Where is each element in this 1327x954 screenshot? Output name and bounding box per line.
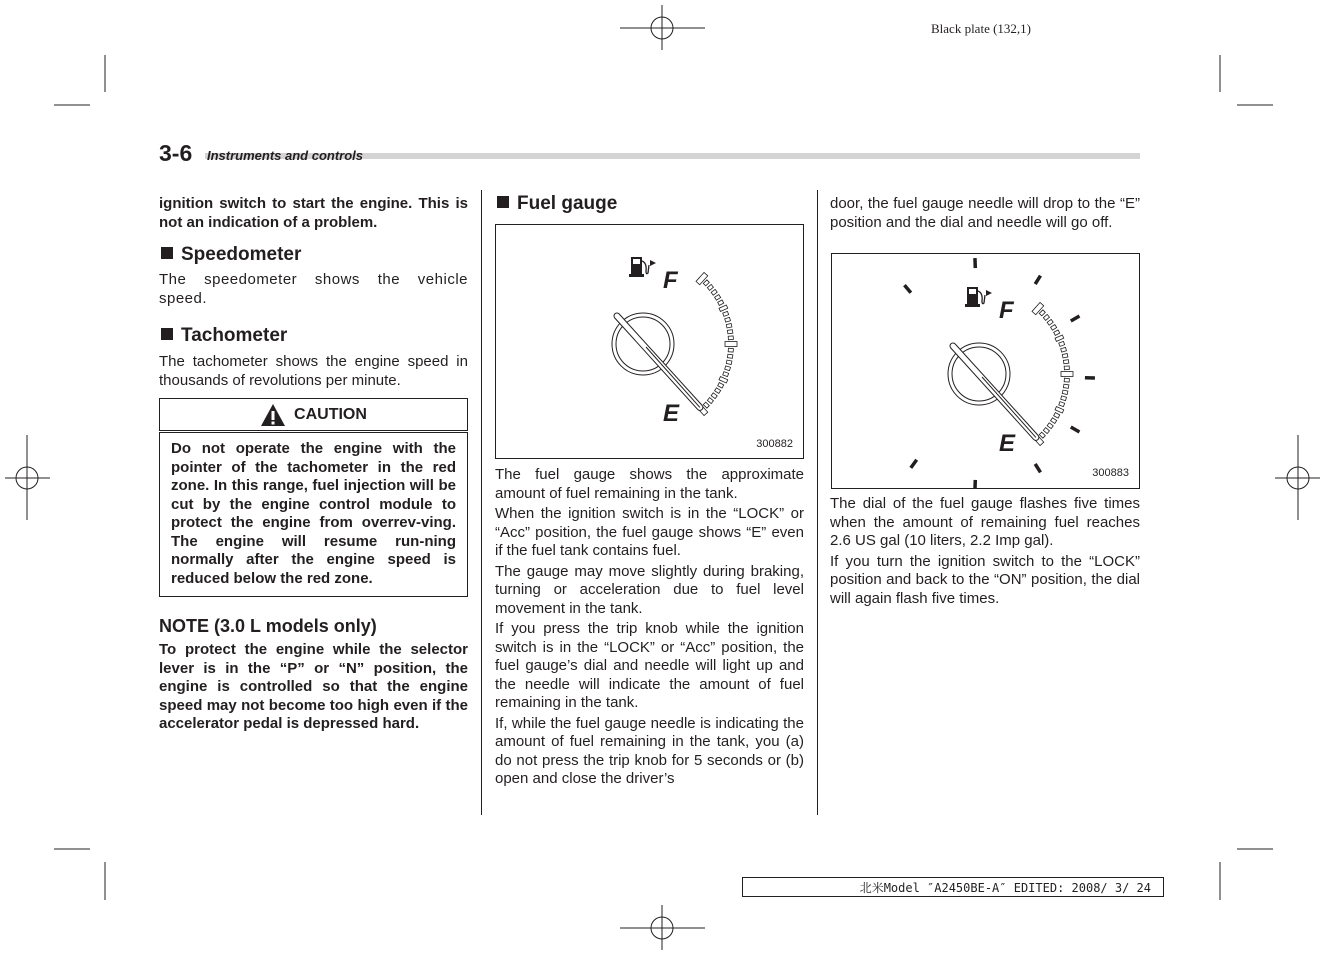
- fuel-pump-base: [629, 274, 644, 277]
- gauge-tick: [726, 360, 732, 364]
- gauge-tick: [718, 383, 724, 388]
- fuel-pump-icon: [965, 287, 992, 307]
- gauge-tick: [719, 305, 728, 311]
- gauge-tick: [715, 388, 721, 394]
- fuel-pump-hose: [642, 261, 649, 274]
- warning-triangle-icon: [260, 403, 286, 427]
- paragraph: The dial of the fuel gauge flashes five times when the amount of remaining fuel reaches 2.6 US gal (10 liters, 2.2 Imp gal).: [830, 495, 1140, 549]
- gauge-tick: [1047, 423, 1053, 429]
- gauge-tick: [1061, 347, 1067, 352]
- fuel-gauge-diagram: [496, 225, 803, 458]
- gauge-tick: [1055, 335, 1064, 341]
- column-divider: [481, 190, 482, 815]
- caution-text: Do not operate the engine with the pointer of the tachometer in the red zone. In this range, fuel injection will be cut by the engine control module to protect the engine from overrev-ving. The engine will resume run-ning normally after the engine speed is reduced below the red zone.: [159, 432, 468, 597]
- gauge-tick: [1039, 310, 1045, 316]
- gauge-tick: [703, 402, 709, 408]
- gauge-tick: [1061, 396, 1067, 401]
- gauge-tick: [703, 280, 709, 286]
- gauge-tick: [1064, 366, 1069, 370]
- gauge-tick: [1059, 341, 1065, 346]
- gauge-tick: [723, 372, 729, 377]
- flash-ray: [1035, 276, 1040, 284]
- section-title: Instruments and controls: [207, 148, 364, 163]
- fuel-door-arrow: [986, 290, 992, 296]
- flash-ray: [1071, 316, 1080, 321]
- paragraph: When the ignition switch is in the “LOCK” or “Acc” position, the fuel gauge shows “E” even if the fuel tank contains fuel.: [495, 505, 804, 559]
- continued-text: door, the fuel gauge needle will drop to the “E” position and the dial and needle will go off.: [830, 195, 1140, 231]
- gauge-tick: [1047, 319, 1053, 325]
- gauge-tick: [725, 366, 731, 371]
- gauge-tick: [725, 317, 731, 322]
- gauge-tick: [715, 295, 721, 301]
- fuel-pump-base: [965, 304, 980, 307]
- bullet-square-icon: [161, 247, 173, 259]
- note-heading: NOTE (3.0 L models only): [159, 616, 377, 636]
- gauge-tick: [1063, 360, 1068, 364]
- fuel-gauge-heading: Fuel gauge: [497, 193, 617, 215]
- fuel-pump-icon: [629, 257, 656, 277]
- edit-footer: 北米Model ″A2450BE-A″ EDITED: 2008/ 3/ 24: [742, 877, 1164, 897]
- flash-ray: [911, 460, 917, 468]
- bullet-square-icon: [161, 328, 173, 340]
- caution-header: CAUTION: [159, 398, 468, 431]
- gauge-tick: [727, 330, 732, 334]
- column-divider: [817, 190, 818, 815]
- fuel-pump-window: [969, 289, 976, 294]
- fuel-pump-hose: [978, 291, 985, 304]
- full-label: F: [999, 297, 1014, 324]
- gauge-tick: [1054, 330, 1060, 335]
- note-text: To protect the engine while the selector lever is in the “P” or “N” position, the engine is controlled so that the engine speed may not become too high even if the accelerator pedal is depressed hard.: [159, 641, 468, 732]
- flash-ray: [904, 285, 910, 293]
- gauge-tick: [728, 336, 733, 340]
- gauge-tick: [718, 300, 724, 305]
- gauge-tick: [723, 311, 729, 316]
- gauge-tick: [711, 393, 717, 399]
- speedometer-heading: Speedometer: [161, 244, 301, 266]
- fuel-gauge-text: [495, 466, 804, 791]
- figure-id: 300882: [756, 438, 793, 450]
- gauge-tick: [1062, 390, 1068, 394]
- gauge-tick: [1059, 402, 1065, 407]
- gauge-needle-center: [646, 347, 700, 407]
- gauge-tick: [1043, 314, 1049, 320]
- figure-id: 300883: [1092, 467, 1129, 479]
- gauge-tick: [1054, 413, 1060, 418]
- gauge-tick: [707, 284, 713, 290]
- page-number: 3-6: [159, 140, 193, 166]
- fuel-gauge-flashing-diagram: [832, 254, 1139, 488]
- figure-fuel-gauge-flashing: [831, 253, 1140, 489]
- gauge-tick: [719, 377, 728, 383]
- bullet-square-icon: [497, 196, 509, 208]
- gauge-tick: [711, 289, 717, 295]
- flash-ray: [1035, 464, 1040, 472]
- empty-label: E: [663, 400, 680, 427]
- gauge-tick: [727, 354, 732, 358]
- fuel-pump-window: [633, 259, 640, 264]
- fuel-door-arrow: [650, 260, 656, 266]
- gauge-tick: [1055, 407, 1064, 413]
- gauge-tick: [725, 342, 737, 347]
- gauge-tick: [1064, 378, 1069, 382]
- plate-label: Black plate (132,1): [931, 21, 1031, 36]
- paragraph: If you turn the ignition switch to the “LOCK” position and back to the “ON” position, the dial will again flash five times.: [830, 552, 1140, 607]
- figure-fuel-gauge: [495, 224, 804, 459]
- gauge-tick: [1039, 432, 1045, 438]
- paragraph: The fuel gauge shows the approximate amount of fuel remaining in the tank.: [495, 466, 804, 502]
- paragraph: The gauge may move slightly during braking, turning or acceleration due to fuel level movement in the tank.: [495, 562, 804, 617]
- gauge-tick: [1061, 372, 1073, 377]
- full-label: F: [663, 267, 678, 294]
- gauge-tick: [1043, 428, 1049, 434]
- tachometer-heading: Tachometer: [161, 325, 287, 347]
- paragraph: If, while the fuel gauge needle is indicating the amount of fuel remaining in the tank, you (a) do not press the trip knob for 5 seconds or (b) open and close the driver’s: [495, 714, 804, 787]
- gauge-tick: [707, 398, 713, 404]
- gauge-needle-center: [982, 377, 1036, 437]
- gauge-tick: [1062, 353, 1068, 357]
- gauge-tick: [1051, 418, 1057, 424]
- speedometer-text: The speedometer shows the vehicle speed.: [159, 271, 468, 307]
- tachometer-text: The tachometer shows the engine speed in thousands of revolutions per minute.: [159, 353, 468, 389]
- flash-ray: [1071, 427, 1080, 432]
- intro-text: ignition switch to start the engine. This is not an indication of a problem.: [159, 195, 468, 231]
- paragraph: If you press the trip knob while the ignition switch is in the “LOCK” or “Acc” position, the fuel gauge’s dial and needle will light up and the needle will indicate the amount of fuel remaining in the tank.: [495, 620, 804, 711]
- gauge-tick: [1051, 325, 1057, 331]
- gauge-tick: [728, 348, 733, 352]
- empty-label: E: [999, 430, 1016, 457]
- gauge-tick: [726, 323, 732, 327]
- gauge-tick: [1063, 384, 1068, 388]
- flash-text: [830, 495, 1140, 610]
